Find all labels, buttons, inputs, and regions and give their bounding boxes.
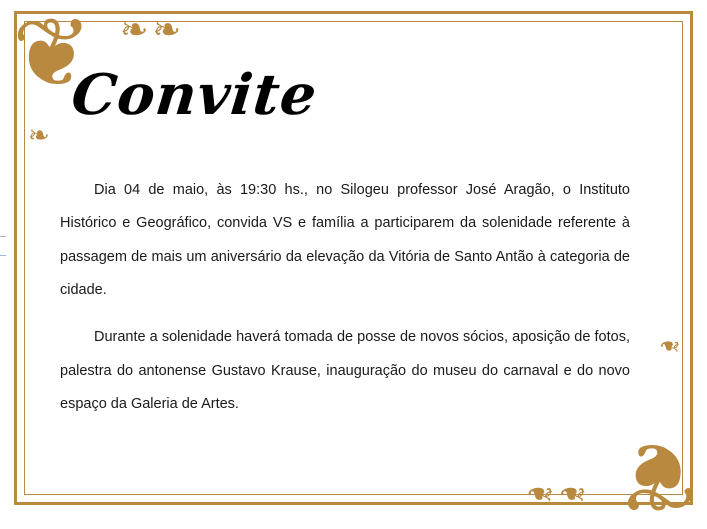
page-edge-mark <box>0 236 6 256</box>
swirl-ornament-icon: ❧❧ <box>120 11 185 49</box>
swirl-ornament-icon: ❧❧ <box>522 474 587 512</box>
document-title: Convite <box>68 62 321 128</box>
leaf-ornament-icon: ❧ <box>28 120 50 150</box>
paragraph: Durante a solenidade haverá tomada de posse de novos sócios, aposição de fotos, palestra do antonense Gustavo Krause, inauguração do museu do carnaval e do novo espaço da Galeria de Artes. <box>60 329 630 413</box>
flourish-ornament-icon: ❦ <box>12 0 93 107</box>
leaf-ornament-icon: ❧ <box>659 331 681 361</box>
paragraph: Dia 04 de maio, às 19:30 hs., no Silogeu professor José Aragão, o Instituto Histórico e Geográfico, convida VS e família a participarem da solenidade referente à passagem de mais um aniversário da elevação da Vitória de Santo Antão à categoria de cidade. <box>60 182 630 299</box>
flourish-ornament-icon: ❦ <box>616 422 697 529</box>
document-body <box>60 62 630 421</box>
